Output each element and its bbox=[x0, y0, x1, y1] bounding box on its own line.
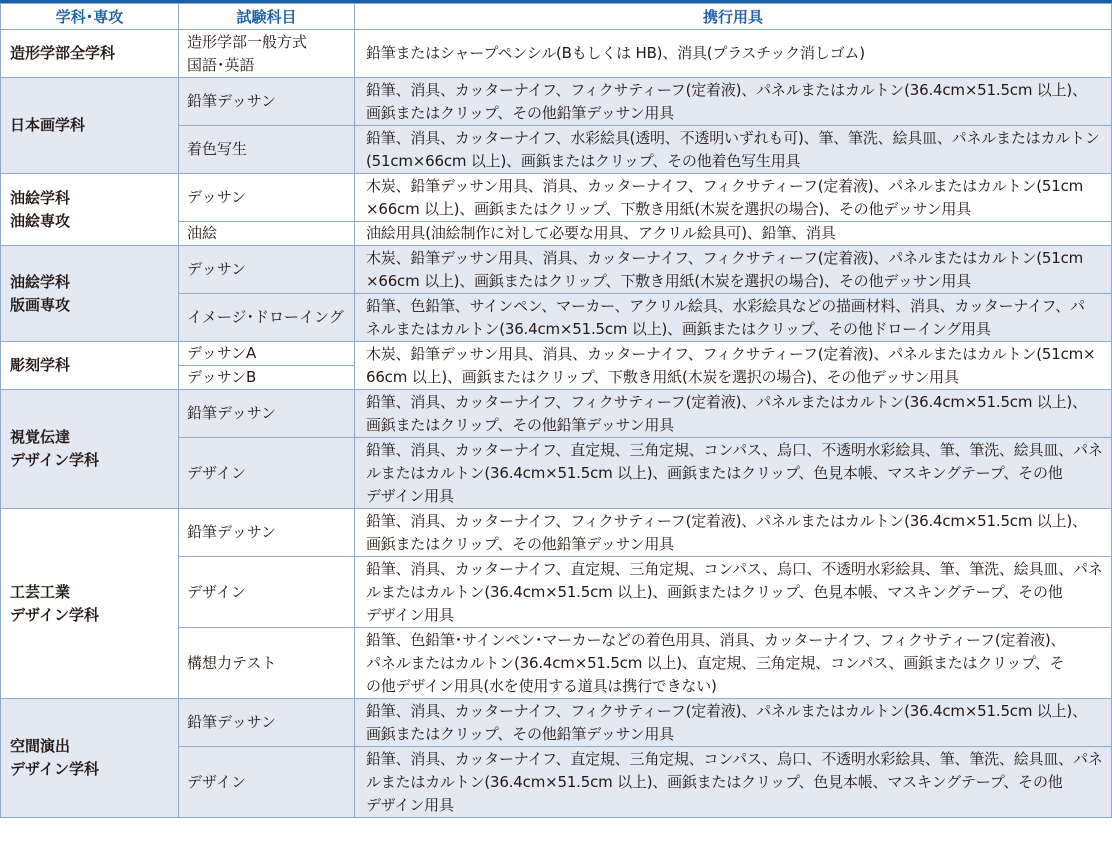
table-row bbox=[1, 342, 1112, 366]
items-cell bbox=[355, 390, 1112, 438]
department-cell bbox=[1, 699, 179, 818]
cell-line: 造形学部一般方式 bbox=[187, 32, 308, 51]
cell-line: デザイン用具 bbox=[366, 605, 454, 624]
subject-cell bbox=[179, 30, 355, 78]
subject-cell bbox=[179, 509, 355, 557]
cell-line: 鉛筆デッサン bbox=[187, 92, 276, 110]
cell-line: 視覚伝達 bbox=[10, 428, 71, 446]
items-cell bbox=[355, 438, 1112, 509]
cell-line: 画鋲またはクリップ、その他鉛筆デッサン用具 bbox=[366, 103, 674, 122]
subject-cell bbox=[179, 342, 355, 366]
cell-line: 鉛筆、消具、カッターナイフ、フィクサティーフ(定着液)、パネルまたはカルトン(36.4cm×51.5cm 以上)、 bbox=[366, 701, 1087, 720]
cell-line: デザイン学科 bbox=[10, 451, 99, 469]
cell-line: デッサン bbox=[187, 260, 246, 278]
cell-line: 木炭、鉛筆デッサン用具、消具、カッターナイフ、フィクサティーフ(定着液)、パネルまたはカルトン(51cm× bbox=[366, 344, 1096, 363]
cell-line: デザイン学科 bbox=[10, 605, 99, 624]
header-subject: 試験科目 bbox=[179, 4, 355, 30]
cell-line: デッサンA bbox=[187, 344, 257, 362]
subject-cell bbox=[179, 699, 355, 747]
cell-line: 油絵 bbox=[187, 224, 218, 242]
table-row bbox=[1, 78, 1112, 126]
cell-line: 油絵用具(油絵制作に対して必要な用具、アクリル絵具可)、鉛筆、消具 bbox=[366, 224, 836, 242]
department-cell bbox=[1, 174, 179, 246]
subject-cell bbox=[179, 294, 355, 342]
cell-line: 鉛筆、色鉛筆･サインペン･マーカーなどの着色用具、消具、カッターナイフ、フィクサティーフ(定着液)、 bbox=[366, 630, 1066, 649]
cell-line: パネルまたはカルトン(36.4cm×51.5cm 以上)、直定規、三角定規、コンパス、画鋲またはクリップ、そ bbox=[366, 653, 1065, 672]
header-items: 携行用具 bbox=[355, 4, 1112, 30]
table-row bbox=[1, 30, 1112, 78]
cell-line: 鉛筆、色鉛筆、サインペン、マーカー、アクリル絵具、水彩絵具などの描画材料、消具、カッターナイフ、パ bbox=[366, 296, 1085, 315]
cell-line: デザイン学科 bbox=[10, 760, 99, 778]
table-row bbox=[1, 174, 1112, 222]
subject-cell bbox=[179, 246, 355, 294]
cell-line: デザイン bbox=[187, 772, 246, 791]
subject-cell bbox=[179, 222, 355, 246]
department-cell bbox=[1, 246, 179, 342]
items-cell bbox=[355, 78, 1112, 126]
table-body bbox=[1, 30, 1112, 818]
items-cell bbox=[355, 294, 1112, 342]
cell-line: 鉛筆またはシャープペンシル(Bもしくは HB)、消具(プラスチック消しゴム) bbox=[366, 44, 865, 62]
cell-line: ×66cm 以上)、画鋲またはクリップ、下敷き用紙(木炭を選択の場合)、その他デッサン用具 bbox=[366, 199, 971, 218]
items-cell bbox=[355, 509, 1112, 557]
subject-cell bbox=[179, 438, 355, 509]
cell-line: 鉛筆デッサン bbox=[187, 404, 276, 422]
cell-line: 彫刻学科 bbox=[10, 356, 71, 374]
cell-line: 鉛筆、消具、カッターナイフ、フィクサティーフ(定着液)、パネルまたはカルトン(36.4cm×51.5cm 以上)、 bbox=[366, 511, 1087, 530]
items-cell bbox=[355, 30, 1112, 78]
cell-line: 造形学部全学科 bbox=[10, 44, 116, 62]
cell-line: デザイン bbox=[187, 463, 246, 482]
department-cell bbox=[1, 342, 179, 390]
cell-line: 着色写生 bbox=[187, 140, 248, 158]
table-row bbox=[1, 390, 1112, 438]
items-cell bbox=[355, 557, 1112, 628]
header-row bbox=[1, 4, 1112, 30]
cell-line: 油絵学科 bbox=[10, 188, 71, 207]
cell-line: デザイン用具 bbox=[366, 486, 454, 505]
cell-line: 構想力テスト bbox=[187, 653, 277, 672]
equipment-table bbox=[0, 3, 1112, 818]
cell-line: 画鋲またはクリップ、その他鉛筆デッサン用具 bbox=[366, 724, 674, 743]
cell-line: 鉛筆、消具、カッターナイフ、直定規、三角定規、コンパス、烏口、不透明水彩絵具、筆、筆洗、絵具皿、パネ bbox=[366, 440, 1103, 459]
items-cell bbox=[355, 628, 1112, 699]
header-department: 学科･専攻 bbox=[1, 4, 179, 30]
table-row bbox=[1, 699, 1112, 747]
cell-line: 画鋲またはクリップ、その他鉛筆デッサン用具 bbox=[366, 415, 674, 434]
cell-line: ルまたはカルトン(36.4cm×51.5cm 以上)、画鋲またはクリップ、色見本帳、マスキングテープ、その他 bbox=[366, 772, 1063, 791]
cell-line: 木炭、鉛筆デッサン用具、消具、カッターナイフ、フィクサティーフ(定着液)、パネルまたはカルトン(51cm bbox=[366, 248, 1084, 267]
cell-line: の他デザイン用具(水を使用する道具は携行できない) bbox=[366, 676, 717, 695]
items-cell bbox=[355, 342, 1112, 390]
cell-line: 木炭、鉛筆デッサン用具、消具、カッターナイフ、フィクサティーフ(定着液)、パネルまたはカルトン(51cm bbox=[366, 176, 1084, 195]
items-cell bbox=[355, 174, 1112, 222]
cell-line: 油絵専攻 bbox=[10, 211, 71, 230]
cell-line: イメージ･ドローイング bbox=[187, 308, 344, 326]
cell-line: ×66cm 以上)、画鋲またはクリップ、下敷き用紙(木炭を選択の場合)、その他デッサン用具 bbox=[366, 271, 971, 290]
cell-line: デザイン用具 bbox=[366, 795, 454, 814]
cell-line: デッサンB bbox=[187, 368, 257, 386]
cell-line: 画鋲またはクリップ、その他鉛筆デッサン用具 bbox=[366, 534, 674, 553]
cell-line: 鉛筆、消具、カッターナイフ、直定規、三角定規、コンパス、烏口、不透明水彩絵具、筆、筆洗、絵具皿、パネ bbox=[366, 749, 1103, 768]
items-cell bbox=[355, 699, 1112, 747]
cell-line: 版画専攻 bbox=[10, 295, 71, 314]
table-row bbox=[1, 246, 1112, 294]
subject-cell bbox=[179, 390, 355, 438]
cell-line: 鉛筆、消具、カッターナイフ、水彩絵具(透明、不透明いずれも可)、筆、筆洗、絵具皿、パネルまたはカルトン bbox=[366, 128, 1100, 147]
cell-line: デザイン bbox=[187, 582, 246, 601]
cell-line: (51cm×66cm 以上)、画鋲またはクリップ、その他着色写生用具 bbox=[366, 151, 801, 170]
items-cell bbox=[355, 246, 1112, 294]
items-cell bbox=[355, 126, 1112, 174]
subject-cell bbox=[179, 174, 355, 222]
department-cell bbox=[1, 30, 179, 78]
subject-cell bbox=[179, 557, 355, 628]
subject-cell bbox=[179, 126, 355, 174]
table-row bbox=[1, 509, 1112, 557]
subject-cell bbox=[179, 366, 355, 390]
cell-line: 鉛筆、消具、カッターナイフ、直定規、三角定規、コンパス、烏口、不透明水彩絵具、筆、筆洗、絵具皿、パネ bbox=[366, 559, 1103, 578]
cell-line: 鉛筆、消具、カッターナイフ、フィクサティーフ(定着液)、パネルまたはカルトン(36.4cm×51.5cm 以上)、 bbox=[366, 392, 1087, 411]
cell-line: 鉛筆デッサン bbox=[187, 523, 276, 541]
cell-line: 日本画学科 bbox=[10, 116, 86, 134]
cell-line: 66cm 以上)、画鋲またはクリップ、下敷き用紙(木炭を選択の場合)、その他デッサン用具 bbox=[366, 367, 959, 386]
cell-line: 空間演出 bbox=[10, 737, 71, 755]
cell-line: 国語･英語 bbox=[187, 55, 255, 74]
cell-line: 工芸工業 bbox=[10, 582, 71, 601]
cell-line: ネルまたはカルトン(36.4cm×51.5cm 以上)、画鋲またはクリップ、その他ドローイング用具 bbox=[366, 319, 991, 338]
items-cell bbox=[355, 747, 1112, 818]
items-cell bbox=[355, 222, 1112, 246]
department-cell bbox=[1, 390, 179, 509]
subject-cell bbox=[179, 747, 355, 818]
cell-line: 鉛筆、消具、カッターナイフ、フィクサティーフ(定着液)、パネルまたはカルトン(36.4cm×51.5cm 以上)、 bbox=[366, 80, 1087, 99]
cell-line: ルまたはカルトン(36.4cm×51.5cm 以上)、画鋲またはクリップ、色見本帳、マスキングテープ、その他 bbox=[366, 582, 1063, 601]
department-cell bbox=[1, 509, 179, 699]
cell-line: ルまたはカルトン(36.4cm×51.5cm 以上)、画鋲またはクリップ、色見本帳、マスキングテープ、その他 bbox=[366, 463, 1063, 482]
subject-cell bbox=[179, 628, 355, 699]
cell-line: デッサン bbox=[187, 188, 246, 206]
cell-line: 油絵学科 bbox=[10, 272, 71, 291]
subject-cell bbox=[179, 78, 355, 126]
cell-line: 鉛筆デッサン bbox=[187, 713, 276, 731]
department-cell bbox=[1, 78, 179, 174]
